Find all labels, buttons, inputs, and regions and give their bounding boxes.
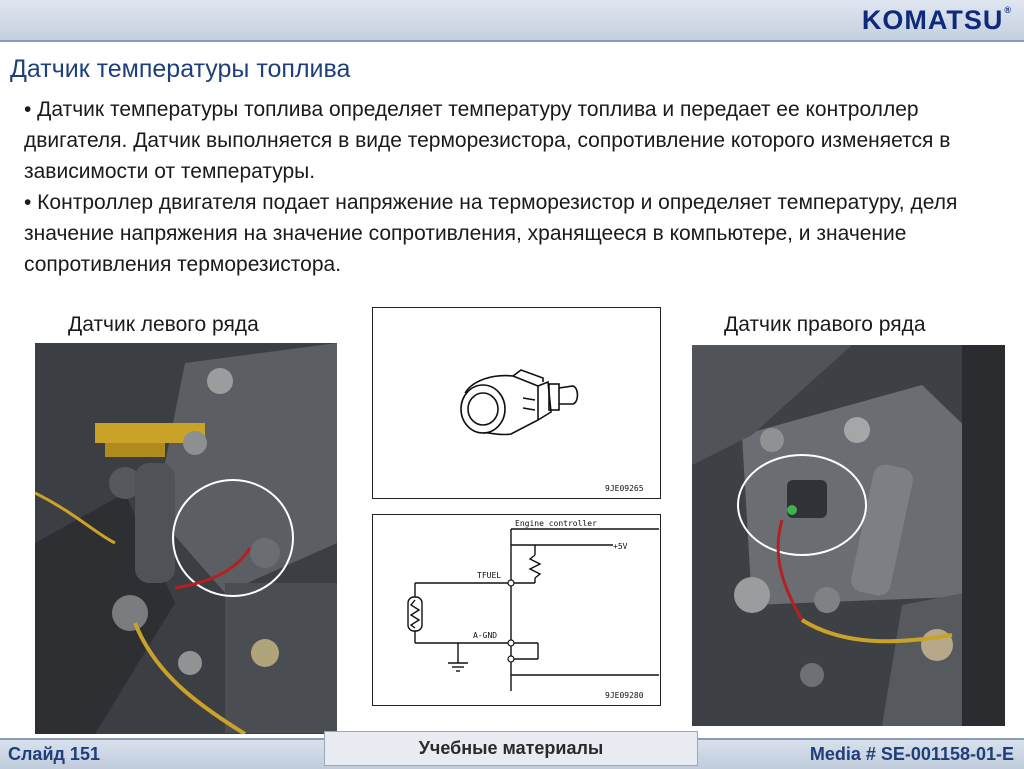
caption-left-sensor: Датчик левого ряда [68, 313, 259, 336]
left-sensor-photo [35, 343, 337, 734]
circuit-ground-pin-label: A-GND [473, 631, 498, 640]
right-sensor-photo [692, 345, 1005, 726]
circuit-diagram-panel [372, 514, 661, 706]
circuit-signal-pin-label: TFUEL [477, 571, 502, 580]
slide-number: Слайд 151 [8, 744, 100, 764]
sensor-drawing-code: 9JE09265 [605, 484, 644, 493]
slide-title: Датчик температуры топлива [10, 55, 351, 83]
paragraph-1: • Датчик температуры топлива определяет температуру топлива и передает ее контроллер двигателя. Датчик выполняется в виде терморезистора, сопротивление которого изменяется в зависимости от температуры. [24, 98, 951, 183]
circuit-title: Engine controller [515, 519, 597, 528]
slide-body [24, 94, 984, 280]
circuit-diagram [373, 515, 660, 705]
circuit-diagram-code: 9JE09280 [605, 691, 644, 700]
right-photo-illustration [692, 345, 1005, 726]
sensor-drawing-panel [372, 307, 661, 499]
materials-label: Учебные материалы [324, 731, 698, 766]
caption-right-sensor: Датчик правого ряда [724, 313, 926, 336]
left-photo-illustration [35, 343, 337, 734]
circuit-supply-label: +5V [613, 542, 628, 551]
registered-mark: ® [1004, 5, 1012, 15]
media-code: Media # SE-001158-01-E [809, 744, 1014, 764]
paragraph-2: • Контроллер двигателя подает напряжение на терморезистор и определяет температуру, деля значение напряжения на значение сопротивления, хранящееся в компьютере, и значение сопротивления терморезистора. [24, 191, 958, 276]
komatsu-logo [862, 5, 1012, 36]
logo-text: KOMATSU [861, 5, 1004, 35]
sensor-line-drawing [373, 308, 660, 498]
